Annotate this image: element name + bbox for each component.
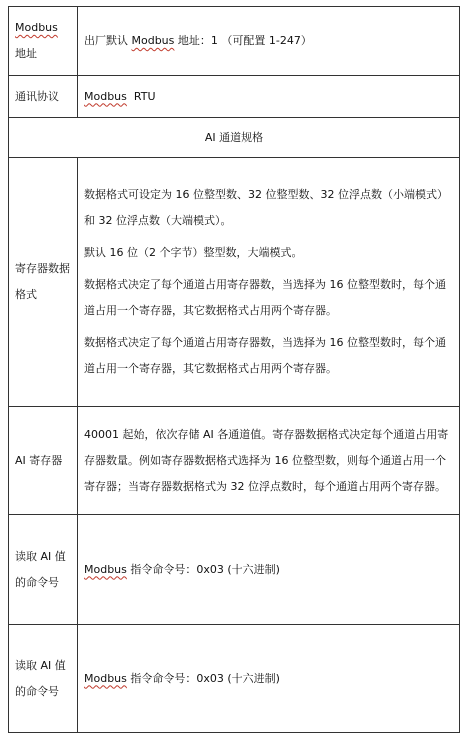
read-ai-2-value — [78, 625, 460, 733]
read-ai-1-label: 读取 AI 值的命令号 — [9, 515, 78, 625]
register-format-paragraph-4: 数据格式决定了每个通道占用寄存器数，当选择为 16 位整型数时，每个通道占用一个寄存器，其它数据格式占用两个寄存器。 — [84, 336, 446, 375]
row-modbus-address — [9, 7, 460, 76]
read-ai-2-label: 读取 AI 值的命令号 — [9, 625, 78, 733]
row-register-format — [9, 158, 460, 407]
row-read-ai-2 — [9, 625, 460, 733]
read-ai-1-value-word: Modbus — [84, 562, 127, 576]
ai-spec-header: AI 通道规格 — [9, 118, 460, 158]
modbus-address-label — [9, 7, 78, 76]
modbus-address-value-word: Modbus — [131, 34, 175, 47]
protocol-value-rest: RTU — [126, 89, 156, 103]
row-read-ai-1 — [9, 515, 460, 625]
read-ai-2-value-word: Modbus — [84, 671, 127, 685]
read-ai-1-value — [78, 515, 460, 625]
register-format-label: 寄存器数据格式 — [9, 158, 78, 407]
register-format-paragraph-2: 默认 16 位（2 个字节）整型数，大端模式。 — [84, 246, 303, 259]
ai-register-value: 40001 起始，依次存储 AI 各通道值。寄存器数据格式决定每个通道占用寄存器数量。例如寄存器数据格式选择为 16 位整型数，则每个通道占用一个寄存器；当寄存器数据格式为 32 位浮点数时，每个通道占用两个寄存器。 — [78, 407, 460, 515]
modbus-address-value-pre: 出厂默认 — [84, 34, 132, 47]
register-format-paragraph-1: 数据格式可设定为 16 位整型数、32 位整型数、32 位浮点数（小端模式）和 32 位浮点数（大端模式）。 — [84, 188, 448, 227]
ai-register-label: AI 寄存器 — [9, 407, 78, 515]
read-ai-1-value-rest: 指令命令号：0x03 (十六进制) — [126, 562, 280, 576]
modbus-address-label-rest: 地址 — [15, 47, 37, 60]
protocol-value-word: Modbus — [84, 89, 127, 103]
modbus-address-value — [78, 7, 460, 76]
modbus-address-value-rest: 地址：1 （可配置 1-247） — [174, 34, 312, 47]
register-format-value — [78, 158, 460, 407]
spec-document — [8, 6, 460, 736]
protocol-label: 通讯协议 — [9, 76, 78, 118]
modbus-address-label-word: Modbus — [15, 21, 58, 34]
row-ai-register — [9, 407, 460, 515]
register-format-paragraph-3: 数据格式决定了每个通道占用寄存器数，当选择为 16 位整型数时，每个通道占用一个寄存器，其它数据格式占用两个寄存器。 — [84, 278, 446, 317]
protocol-value — [78, 76, 460, 118]
read-ai-2-value-rest: 指令命令号：0x03 (十六进制) — [126, 671, 280, 685]
row-protocol — [9, 76, 460, 118]
spec-table — [8, 6, 460, 733]
row-ai-spec-header — [9, 118, 460, 158]
